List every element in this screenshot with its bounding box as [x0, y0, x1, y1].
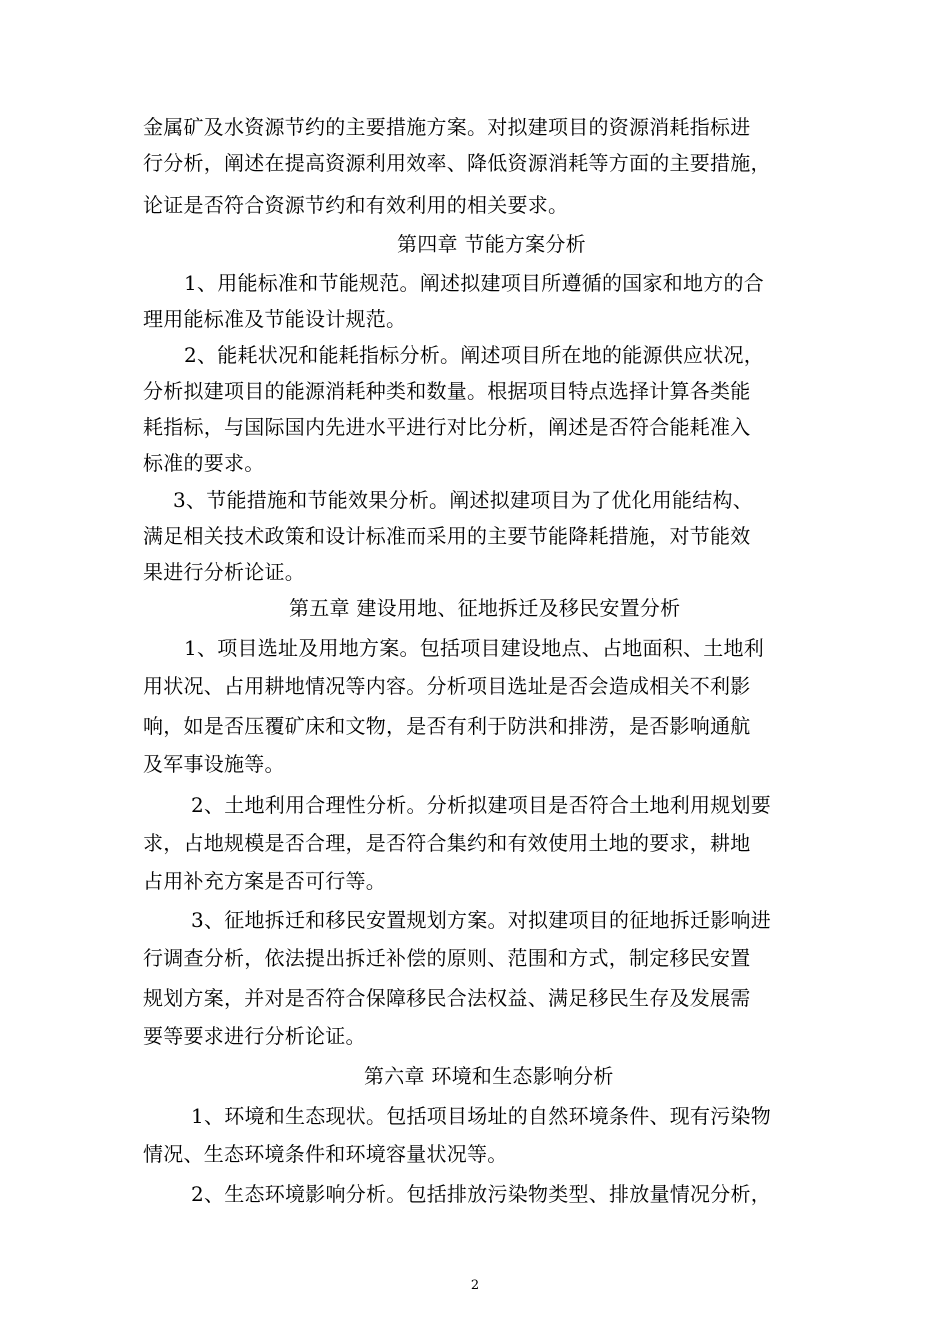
body-line: 果进行分析论证。: [143, 560, 305, 584]
body-line: 论证是否符合资源节约和有效利用的相关要求。: [143, 193, 569, 217]
body-line: 1、环境和生态现状。包括项目场址的自然环境条件、现有污染物: [191, 1104, 771, 1128]
body-line: 占用补充方案是否可行等。: [143, 869, 386, 893]
body-line: 行调查分析，依法提出拆迁补偿的原则、范围和方式，制定移民安置: [143, 946, 751, 970]
body-line: 2、能耗状况和能耗指标分析。阐述项目所在地的能源供应状况，: [184, 343, 764, 367]
page-number: 2: [470, 1278, 480, 1293]
body-line: 金属矿及水资源节约的主要措施方案。对拟建项目的资源消耗指标进: [143, 115, 751, 139]
body-line: 1、项目选址及用地方案。包括项目建设地点、占地面积、土地利: [184, 636, 764, 660]
body-line: 响，如是否压覆矿床和文物，是否有利于防洪和排涝，是否影响通航: [143, 714, 751, 738]
body-line: 情况、生态环境条件和环境容量状况等。: [143, 1142, 508, 1166]
body-line: 行分析，阐述在提高资源利用效率、降低资源消耗等方面的主要措施，: [143, 151, 771, 175]
body-line: 用状况、占用耕地情况等内容。分析项目选址是否会造成相关不利影: [143, 674, 751, 698]
body-line: 耗指标，与国际国内先进水平进行对比分析，阐述是否符合能耗准入: [143, 415, 751, 439]
body-line: 3、节能措施和节能效果分析。阐述拟建项目为了优化用能结构、: [173, 488, 753, 512]
body-line: 满足相关技术政策和设计标准而采用的主要节能降耗措施，对节能效: [143, 524, 751, 548]
body-line: 要等要求进行分析论证。: [143, 1024, 366, 1048]
body-line: 规划方案，并对是否符合保障移民合法权益、满足移民生存及发展需: [143, 986, 751, 1010]
body-line: 2、土地利用合理性分析。分析拟建项目是否符合土地利用规划要: [191, 793, 771, 817]
body-line: 理用能标准及节能设计规范。: [143, 307, 407, 331]
body-line: 标准的要求。: [143, 451, 265, 475]
body-line: 求，占地规模是否合理，是否符合集约和有效使用土地的要求，耕地: [143, 831, 751, 855]
chapter-heading: 第五章 建设用地、征地拆迁及移民安置分析: [289, 596, 681, 620]
body-line: 及军事设施等。: [143, 752, 285, 776]
body-line: 分析拟建项目的能源消耗种类和数量。根据项目特点选择计算各类能: [143, 379, 751, 403]
body-line: 3、征地拆迁和移民安置规划方案。对拟建项目的征地拆迁影响进: [191, 908, 771, 932]
body-line: 2、生态环境影响分析。包括排放污染物类型、排放量情况分析，: [191, 1182, 771, 1206]
chapter-heading: 第四章 节能方案分析: [397, 232, 586, 256]
body-line: 1、用能标准和节能规范。阐述拟建项目所遵循的国家和地方的合: [184, 271, 764, 295]
chapter-heading: 第六章 环境和生态影响分析: [364, 1064, 614, 1088]
